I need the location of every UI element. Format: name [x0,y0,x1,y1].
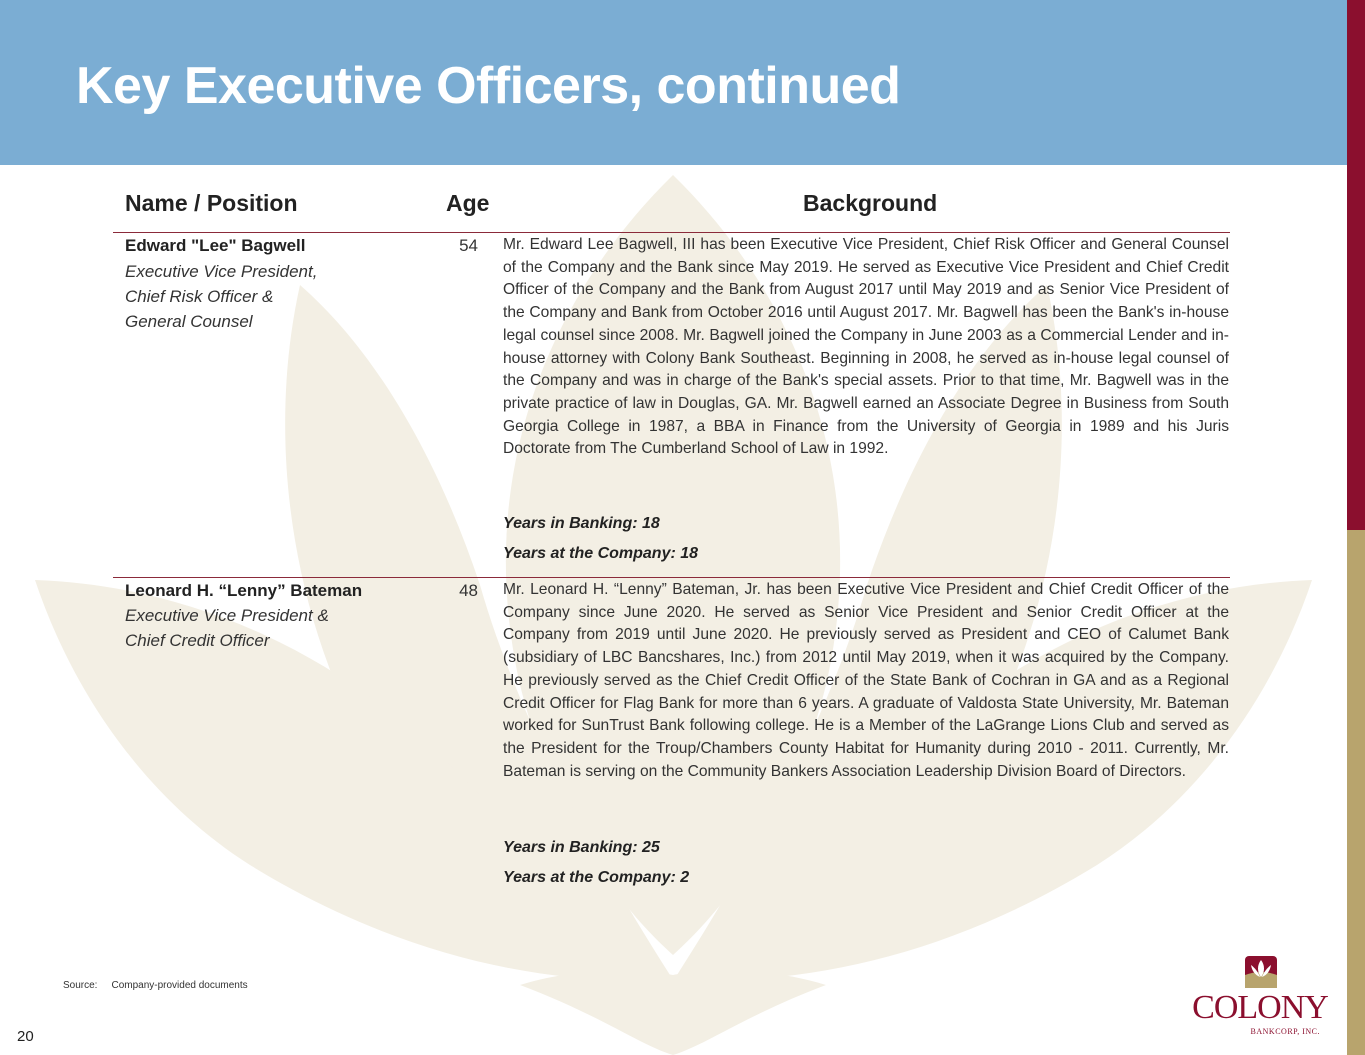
row-divider [113,577,1230,578]
executive-name: Leonard H. “Lenny” Bateman [125,581,363,600]
executive-age: 54 [459,236,478,255]
source-text: Company-provided documents [111,980,248,991]
source-label: Source: [63,980,98,991]
executive-background: Mr. Edward Lee Bagwell, III has been Executive Vice President, Chief Risk Officer and General Counsel of the Company and the Bank since May 2019. He served as Executive Vice President and Chief Credit Officer of the Company and the Bank from August 2017 until May 2019 and as Senior Vice President of the Company and Bank from October 2016 until August 2017. Mr. Bagwell has been the Bank's in-house legal counsel since 2008. Mr. Bagwell joined the Company in June 2003 as a Commercial Lender and in-house attorney with Colony Bank Southeast. Beginning in 2008, he served as in-house legal counsel of the Company and was in charge of the Bank's special assets. Prior to that time, Mr. Bagwell was in the private practice of law in Douglas, GA. Mr. Bagwell earned an Associate Degree in Business from South Georgia College in 1987, a BBA in Finance from the University of Georgia in 1989 and his Juris Doctorate from The Cumberland School of Law in 1992. [503,236,1229,458]
years-at-company: Years at the Company: 2 [503,869,690,886]
position-line: Chief Credit Officer [125,631,270,650]
position-line: Executive Vice President & [125,606,329,625]
executive-age: 48 [459,581,478,600]
years-in-banking: Years in Banking: 25 [503,839,660,856]
logo-subtext: BANKCORP, INC. [1250,1027,1320,1036]
side-accent-gold [1347,530,1365,1055]
position-line: Chief Risk Officer & [125,287,274,306]
position-line: Executive Vice President, [125,262,318,281]
header-divider [113,232,1230,233]
source-note [63,980,262,991]
logo-wordmark: COLONY [1192,989,1328,1026]
side-accent-maroon [1347,0,1365,530]
executive-name: Edward "Lee" Bagwell [125,236,306,255]
page-title: Key Executive Officers, continued [76,57,901,115]
lotus-logo-icon [1244,955,1278,989]
page-number: 20 [17,1028,34,1045]
colony-logo [1192,955,1328,1039]
executive-position [125,259,317,334]
executive-background: Mr. Leonard H. “Lenny” Bateman, Jr. has been Executive Vice President and Chief Credit Officer of the Company since June 2020. He served as Senior Vice President and Senior Credit Officer at the Company from 2019 until June 2020. He previously served as President and CEO of Calumet Bank (subsidiary of LBC Bancshares, Inc.) from 2012 until May 2019, when it was acquired by the Company. He previously served as the Chief Credit Officer of the State Bank of Cochran in GA and as a Regional Credit Officer for Flag Bank for more than 6 years. A graduate of Valdosta State University, Mr. Bateman worked for SunTrust Bank following college. He is a Member of the LaGrange Lions Club and served as the President for the Troup/Chambers County Habitat for Humanity during 2010 - 2011. Currently, Mr. Bateman is serving on the Community Bankers Association Leadership Division Board of Directors. [503,581,1229,780]
column-header-background: Background [803,190,938,216]
executive-position [125,603,329,653]
column-header-age: Age [446,190,490,216]
years-in-banking: Years in Banking: 18 [503,515,660,532]
header-banner [0,0,1347,165]
years-at-company: Years at the Company: 18 [503,545,699,562]
position-line: General Counsel [125,312,253,331]
column-header-name: Name / Position [125,190,298,216]
